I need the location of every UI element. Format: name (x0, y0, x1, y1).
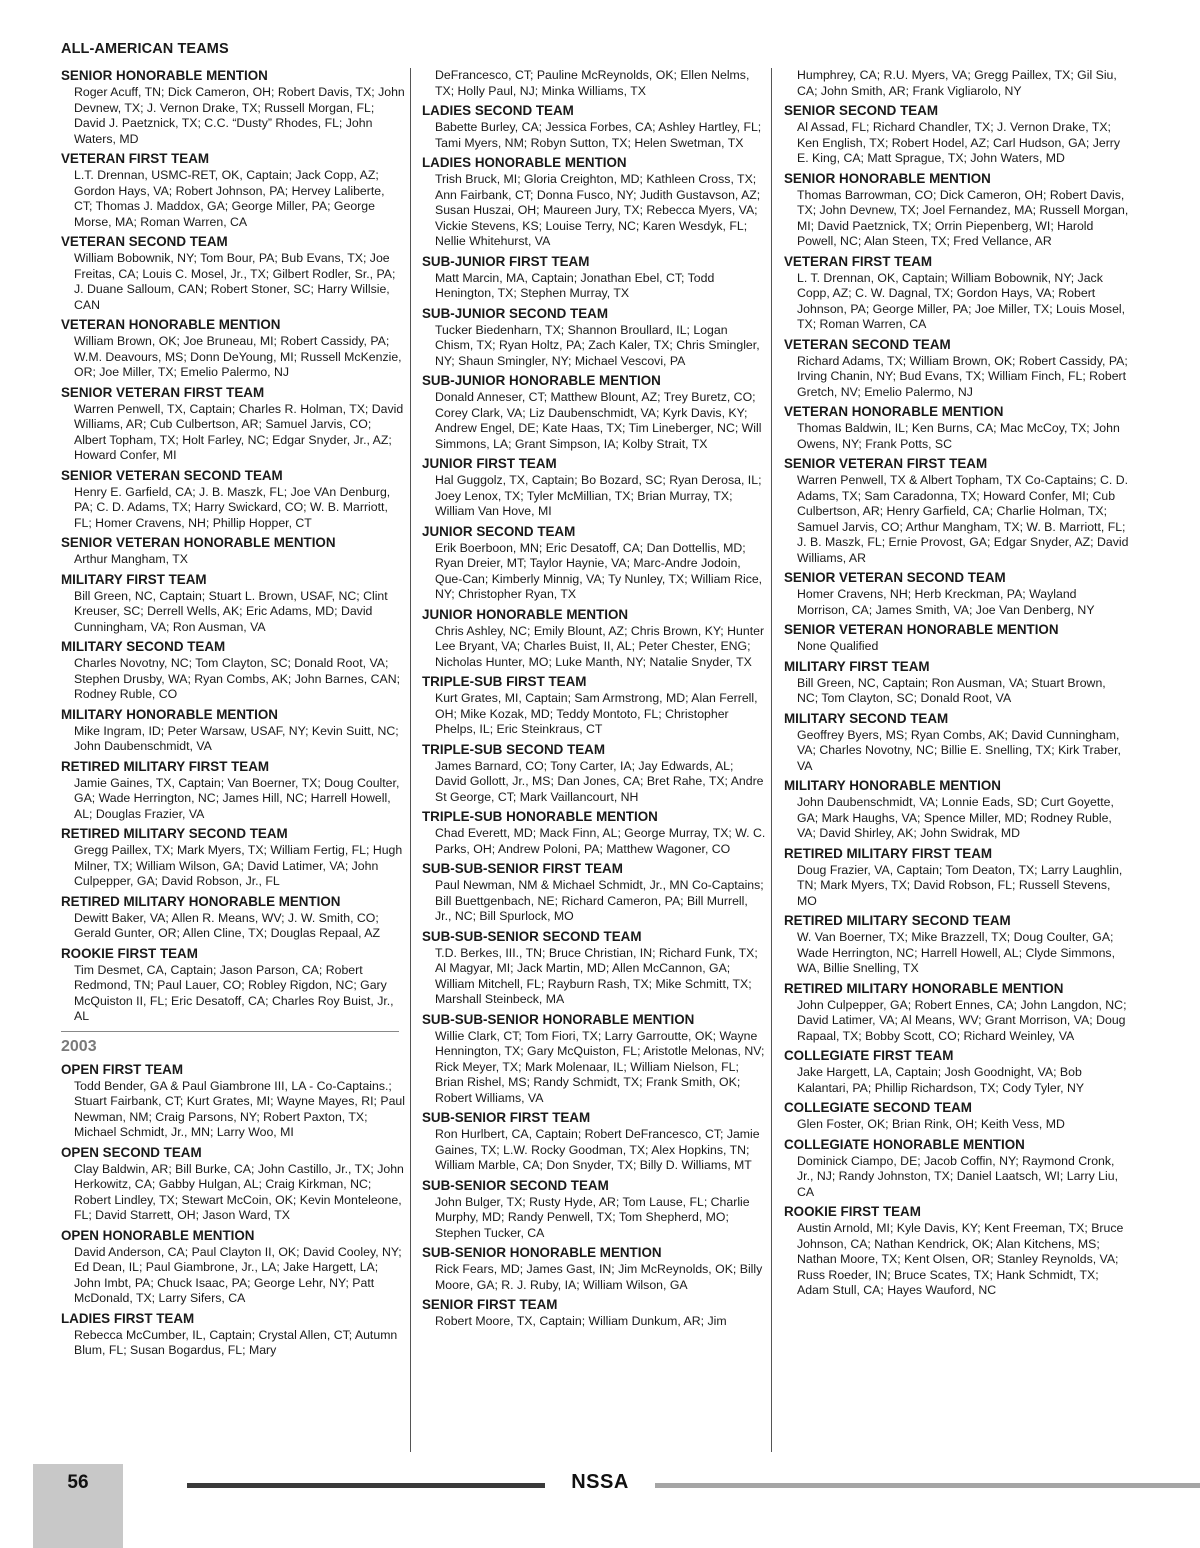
section-title: LADIES HONORABLE MENTION (422, 155, 627, 170)
section-title: RETIRED MILITARY HONORABLE MENTION (784, 980, 1064, 996)
section-members: Warren Penwell, TX & Albert Topham, TX Co-Captains; C. D. Adams, TX; Sam Caradonna, TX; Howard Confer, MI; Cub Culbertson, AR; Henry Garfield, CA; Charlie Holman, TX; Samuel Jarvis, CO; Arthur Mangham, TX; W. B. Marriott, FL; J. B. Maszk, FL; Ernie Provost, GA; Edgar Snyder, AZ; David Williams, AR (797, 473, 1129, 565)
team-section (61, 468, 406, 532)
team-section (784, 913, 1129, 977)
team-section (61, 68, 406, 147)
section-members: William Brown, OK; Joe Bruneau, MI; Robert Cassidy, PA; W.M. Deavours, MS; Donn DeYoung, MI; Russell McKenzie, OR; Joe Miller, TX; Emelio Palermo, NJ (74, 334, 402, 379)
section-title: COLLEGIATE FIRST TEAM (784, 1048, 954, 1063)
section-members: Willie Clark, CT; Tom Fiori, TX; Larry Garroutte, OK; Wayne Hennington, TX; Gary McQuiston, FL; Aristotle Melonas, NV; Rick Meyer, TX; Mark Molenaar, IL; William Nielson, FL; Brian Rishel, MS; Randy Schmidt, TX; Frank Smith, OK; Robert Williams, VA (435, 1028, 765, 1105)
page-number: 56 (67, 1472, 89, 1493)
page-footer (0, 1464, 1200, 1548)
section-members: John Bulger, TX; Rusty Hyde, AR; Tom Lause, FL; Charlie Murphy, MD; Randy Penwell, TX; Tom Shepherd, MO; Stephen Tucker, CA (435, 1194, 750, 1240)
section-title: VETERAN SECOND TEAM (784, 336, 951, 352)
section-members: John Daubenschmidt, VA; Lonnie Eads, SD; Curt Goyette, GA; Mark Haughs, VA; Spence Miller, MD; Rodney Ruble, VA; David Shirley, AK; John Swidrak, MD (797, 795, 1114, 840)
section-title: JUNIOR FIRST TEAM (422, 456, 557, 471)
section-members: Robert Moore, TX, Captain; William Dunkum, AR; Jim (435, 1314, 727, 1328)
team-section (61, 1228, 406, 1307)
section-members: L.T. Drennan, USMC-RET, OK, Captain; Jack Copp, AZ; Gordon Hays, VA; Robert Johnson, PA; Hervey Laliberte, CT; Thomas J. Maddox, GA; George Miller, PA; George Morse, MA; Roman Warren, CA (74, 168, 385, 229)
section-title: SUB-JUNIOR HONORABLE MENTION (422, 373, 661, 388)
section-members: L. T. Drennan, OK, Captain; William Bobownik, NY; Jack Copp, AZ; C. W. Dagnal, TX; Gordon Hays, VA; Robert Johnson, PA; George Miller, PA; Joe Miller, TX; Louis Mosel, TX; Roman Warren, CA (797, 270, 1126, 331)
team-section (784, 778, 1129, 842)
team-section (784, 171, 1129, 250)
section-title: OPEN HONORABLE MENTION (61, 1227, 255, 1243)
section-members: Babette Burley, CA; Jessica Forbes, CA; Ashley Hartley, FL; Tami Myers, NM; Robyn Sutton, TX; Helen Swetman, TX (435, 120, 762, 150)
section-members: Arthur Mangham, TX (74, 552, 188, 566)
team-section (784, 570, 1129, 618)
section-members: Thomas Barrowman, CO; Dick Cameron, OH; Robert Davis, TX; John Devnew, TX; Joel Fernandez, MA; Russell Morgan, MI; David Paetznick, TX; Orrin Piepenberg, WI; Harold Powell, NC; Alan Steen, TX; Fred Vellance, AR (797, 187, 1129, 248)
team-section (422, 1110, 767, 1174)
section-members: Clay Baldwin, AR; Bill Burke, CA; John Castillo, Jr., TX; John Herkowitz, CA; Gabby Hulgan, AL; Craig Kirkman, NC; Robert Lindley, TX; Stewart McCoin, OK; Kevin Monteleone, FL; David Starrett, OH; Jason Ward, TX (74, 1161, 404, 1222)
team-section (61, 639, 406, 703)
footer-rule (655, 1483, 1200, 1488)
page-title: ALL-AMERICAN TEAMS (61, 41, 229, 57)
team-section (784, 404, 1129, 452)
team-section (784, 1204, 1129, 1299)
team-section (422, 524, 767, 603)
section-title: RETIRED MILITARY SECOND TEAM (61, 826, 288, 841)
section-title: COLLEGIATE HONORABLE MENTION (784, 1136, 1025, 1152)
team-section (422, 1178, 767, 1242)
team-section (784, 103, 1129, 167)
section-members: Donald Anneser, CT; Matthew Blount, AZ; Trey Buretz, CO; Corey Clark, VA; Liz Daubenschmidt, VA; Kyrk Davis, KY; Andrew Engel, DE; Kate Haas, TX; Tim Lineberger, NC; Will Simmons, LA; Grant Simpson, IA; Kolby Strait, TX (435, 390, 762, 451)
section-title: MILITARY SECOND TEAM (61, 639, 226, 654)
section-title: SENIOR SECOND TEAM (784, 103, 939, 118)
team-section (61, 1311, 406, 1359)
section-members: Glen Foster, OK; Brian Rink, OH; Keith Vess, MD (797, 1117, 1065, 1131)
section-members: Tim Desmet, CA, Captain; Jason Parson, CA; Robert Redmond, TN; Paul Lauer, CO; Robley Rigdon, NC; Gary McQuiston II, FL; Eric Desatoff, CA; Charles Roy Buist, Jr., AL (74, 962, 394, 1023)
team-section (784, 68, 1129, 99)
section-title: SENIOR VETERAN FIRST TEAM (61, 384, 265, 400)
team-section (422, 373, 767, 452)
section-members: David Anderson, CA; Paul Clayton II, OK; David Cooley, NY; Ed Dean, IL; Paul Giambrone, Jr., LA; Jake Hargett, LA; John Imbt, PA; Chuck Isaac, PA; George Lehr, NY; Patt McDonald, TX; Larry Sifers, CA (74, 1244, 402, 1305)
section-members: Al Assad, FL; Richard Chandler, TX; J. Vernon Drake, TX; Ken English, TX; Robert Hodel, AZ; Carl Hudson, GA; Jerry E. King, CA; Matt Sprague, TX; John Waters, MD (797, 120, 1121, 165)
column-divider (410, 68, 411, 1452)
team-section (61, 317, 406, 381)
section-title: JUNIOR SECOND TEAM (422, 523, 576, 539)
section-members: Rebecca McCumber, IL, Captain; Crystal Allen, CT; Autumn Blum, FL; Susan Bogardus, FL; Mary (74, 1327, 398, 1357)
team-section (61, 759, 406, 823)
section-title: SENIOR VETERAN HONORABLE MENTION (61, 535, 336, 550)
team-section (422, 103, 767, 151)
team-section (61, 234, 406, 313)
team-section (422, 1245, 767, 1293)
team-section (422, 254, 767, 302)
team-section (784, 1048, 1129, 1096)
team-section (61, 151, 406, 230)
team-section (422, 861, 767, 925)
section-members: DeFrancesco, CT; Pauline McReynolds, OK; Ellen Nelms, TX; Holly Paul, NJ; Minka Williams, TX (435, 68, 750, 98)
section-title: SENIOR HONORABLE MENTION (61, 68, 268, 83)
section-title: SENIOR VETERAN HONORABLE MENTION (784, 622, 1059, 637)
section-title: ROOKIE FIRST TEAM (61, 945, 198, 961)
section-title: VETERAN FIRST TEAM (784, 253, 933, 269)
section-members: Homer Cravens, NH; Herb Kreckman, PA; Wayland Morrison, CA; James Smith, VA; Joe Van Denberg, NY (797, 587, 1095, 617)
team-section (61, 1062, 406, 1141)
section-members: Hal Guggolz, TX, Captain; Bo Bozard, SC; Ryan Derosa, IL; Joey Lenox, TX; Tyler McMillian, TX; Brian Murray, TX; William Van Hove, MI (435, 473, 762, 518)
section-members: Todd Bender, GA & Paul Giambrone III, LA - Co-Captains.; Stuart Fairbank, CT; Kurt Grates, MI; Wayne Mayes, RI; Paul Newman, NM; Craig Parsons, NY; Robert Paxton, TX; Michael Schmidt, Jr., MN; Larry Woo, MI (74, 1078, 405, 1139)
section-title: MILITARY HONORABLE MENTION (784, 778, 1001, 793)
section-title: SUB-SUB-SENIOR FIRST TEAM (422, 861, 623, 876)
column-1 (61, 68, 406, 1454)
section-title: SENIOR VETERAN FIRST TEAM (784, 456, 988, 471)
year-heading: 2003 (61, 1037, 97, 1055)
page-number-box (33, 1464, 123, 1548)
column-2 (422, 68, 767, 1454)
section-title: ROOKIE FIRST TEAM (784, 1204, 921, 1219)
section-members: Trish Bruck, MI; Gloria Creighton, MD; Kathleen Cross, TX; Ann Fairbank, CT; Donna Fusco, NY; Judith Gustavson, AZ; Susan Huszai, OH; Maureen Jury, TX; Rebecca Myers, VA; Vickie Stevens, KS; Louise Terry, NC; Karen Wesdyk, FL; Nellie Whitehurst, VA (435, 172, 761, 248)
section-members: Chris Ashley, NC; Emily Blount, AZ; Chris Brown, KY; Hunter Lee Bryant, VA; Charles Buist, II, AL; Peter Chester, ENG; Nicholas Hunter, MO; Luke Manth, NY; Natalie Snyder, TX (435, 623, 765, 669)
team-section (784, 1100, 1129, 1133)
section-title: RETIRED MILITARY FIRST TEAM (784, 845, 993, 861)
section-title: SENIOR FIRST TEAM (422, 1297, 558, 1312)
column-3 (784, 68, 1129, 1454)
section-members: Jamie Gaines, TX, Captain; Van Boerner, TX; Doug Coulter, GA; Wade Herrington, NC; James Hill, NC; Harrell Howell, AL; Douglas Frazier, VA (74, 775, 400, 821)
team-section (61, 385, 406, 464)
column-divider (771, 68, 772, 1452)
team-section (422, 607, 767, 671)
section-title: TRIPLE-SUB SECOND TEAM (422, 741, 606, 757)
team-section (784, 254, 1129, 333)
section-title: SUB-SENIOR HONORABLE MENTION (422, 1245, 662, 1260)
team-section (422, 68, 767, 99)
section-title: SENIOR HONORABLE MENTION (784, 170, 991, 186)
team-section (784, 711, 1129, 775)
section-title: RETIRED MILITARY SECOND TEAM (784, 913, 1011, 928)
section-members: Roger Acuff, TN; Dick Cameron, OH; Robert Davis, TX; John Devnew, TX; J. Vernon Drake, TX; Russell Morgan, FL; David J. Paetznick, TX; C.C. “Dusty” Rhodes, FL; John Waters, MD (74, 85, 405, 146)
team-section (422, 1012, 767, 1107)
section-members: Tucker Biedenharn, TX; Shannon Broullard, IL; Logan Chism, TX; Ryan Holtz, PA; Zach Kaler, TX; Chris Smingler, NY; Shaun Smingler, NY; Michael Vescovi, PA (435, 322, 760, 368)
section-title: LADIES FIRST TEAM (61, 1310, 195, 1326)
team-section (784, 981, 1129, 1045)
section-members: Gregg Paillex, TX; Mark Myers, TX; William Fertig, FL; Hugh Milner, TX; William Wilson, GA; David Latimer, VA; John Culpepper, GA; David Robson, Jr., FL (74, 843, 403, 888)
section-title: SUB-SUB-SENIOR HONORABLE MENTION (422, 1011, 695, 1027)
section-title: VETERAN HONORABLE MENTION (784, 404, 1004, 419)
section-title: SUB-SENIOR FIRST TEAM (422, 1110, 591, 1125)
section-title: RETIRED MILITARY HONORABLE MENTION (61, 893, 341, 909)
team-section (61, 894, 406, 942)
section-members: Dominick Ciampo, DE; Jacob Coffin, NY; Raymond Cronk, Jr., NJ; Randy Johnston, TX; Daniel Laatsch, WI; Larry Liu, CA (797, 1153, 1118, 1199)
section-members: T.D. Berkes, III., TN; Bruce Christian, IN; Richard Funk, TX; Al Magyar, MI; Jack Martin, MD; Allen McCannon, GA; William Mitchell, FL; Rayburn Rash, TX; Mike Schmitt, TX; Marshall Steinbeck, MA (435, 945, 758, 1006)
section-title: SUB-JUNIOR FIRST TEAM (422, 253, 590, 269)
section-title: MILITARY HONORABLE MENTION (61, 706, 278, 722)
section-members: Paul Newman, NM & Michael Schmidt, Jr., MN Co-Captains; Bill Buettgenbach, NE; Richard Cameron, PA; Bill Murrell, Jr., NC; Bill Spurlock, MO (435, 878, 764, 923)
team-section (61, 535, 406, 568)
section-members: Matt Marcin, MA, Captain; Jonathan Ebel, CT; Todd Henington, TX; Stephen Murray, TX (435, 270, 715, 300)
section-title: LADIES SECOND TEAM (422, 103, 574, 118)
team-section (422, 674, 767, 738)
section-members: John Culpepper, GA; Robert Ennes, CA; John Langdon, NC; David Latimer, VA; Al Means, WV; Grant Morrison, VA; Doug Rapaal, TX; Bobby Scott, CO; Richard Weinley, VA (797, 997, 1127, 1043)
section-members: Henry E. Garfield, CA; J. B. Maszk, FL; Joe VAn Denburg, PA; C. D. Adams, TX; Harry Swickard, CO; W. B. Marriott, FL; Homer Cravens, NH; Phillip Hopper, CT (74, 484, 391, 530)
team-section (61, 826, 406, 890)
footer-logo-text: NSSA (571, 1471, 629, 1493)
section-title: VETERAN HONORABLE MENTION (61, 317, 281, 332)
section-members: Doug Frazier, VA, Captain; Tom Deaton, TX; Larry Laughlin, TN; Mark Myers, TX; David Robson, FL; Russell Stevens, MO (797, 862, 1123, 908)
section-title: MILITARY FIRST TEAM (61, 571, 207, 587)
team-section (784, 622, 1129, 655)
team-section (61, 1145, 406, 1224)
section-members: None Qualified (797, 639, 879, 653)
team-section (784, 846, 1129, 910)
section-members: Jake Hargett, LA, Captain; Josh Goodnight, VA; Bob Kalantari, PA; Phillip Richardson, TX; Cody Tyler, NY (797, 1065, 1085, 1095)
section-members: Chad Everett, MD; Mack Finn, AL; George Murray, TX; W. C. Parks, OH; Andrew Poloni, PA; Matthew Wagoner, CO (435, 826, 766, 856)
section-members: Erik Boerboon, MN; Eric Desatoff, CA; Dan Dottellis, MD; Ryan Dreier, MT; Taylor Haynie, VA; Marc-Andre Jodoin, Que-Can; Kimberly Minnig, VA; Ty Nunley, TX; William Rice, NY; Christopher Ryan, TX (435, 540, 763, 601)
section-members: Thomas Baldwin, IL; Ken Burns, CA; Mac McCoy, TX; John Owens, NY; Frank Potts, SC (797, 421, 1120, 451)
team-section (422, 809, 767, 857)
section-title: MILITARY FIRST TEAM (784, 658, 930, 674)
team-section (61, 572, 406, 636)
section-members: Richard Adams, TX; William Brown, OK; Robert Cassidy, PA; Irving Chanin, NY; Bud Evans, TX; William Finch, FL; Robert Gretch, NV; Emelio Palermo, NJ (797, 353, 1128, 399)
section-members: Humphrey, CA; R.U. Myers, VA; Gregg Paillex, TX; Gil Siu, CA; John Smith, AR; Frank Vigliarolo, NY (797, 68, 1117, 98)
section-title: OPEN FIRST TEAM (61, 1061, 184, 1077)
section-members: Austin Arnold, MI; Kyle Davis, KY; Kent Freeman, TX; Bruce Johnson, CA; Nathan Kendrick, OK; Alan Kitchens, MS; Nathan Moore, TX; Kent Olsen, OR; Stanley Reynolds, VA; Russ Roeder, IN; Bruce Scates, TX; Hank Schmidt, TX; Adam Stull, CA; Hayes Wauford, NC (797, 1221, 1124, 1297)
team-columns (61, 68, 1139, 1454)
team-section (422, 742, 767, 806)
section-members: Bill Green, NC, Captain; Stuart L. Brown, USAF, NC; Clint Kreuser, SC; Derrell Wells, AK; Eric Adams, MD; David Cunningham, VA; Ron Ausman, VA (74, 588, 388, 634)
section-members: Kurt Grates, MI, Captain; Sam Armstrong, MD; Alan Ferrell, OH; Mike Kozak, MD; Teddy Montoto, FL; Christopher Phelps, IL; Eric Steinkraus, CT (435, 691, 758, 736)
section-title: SUB-SUB-SENIOR SECOND TEAM (422, 928, 642, 944)
section-members: Rick Fears, MD; James Gast, IN; Jim McReynolds, OK; Billy Moore, GA; R. J. Ruby, IA; William Wilson, GA (435, 1262, 763, 1292)
team-section (422, 1297, 767, 1330)
section-title: TRIPLE-SUB HONORABLE MENTION (422, 809, 658, 824)
section-title: RETIRED MILITARY FIRST TEAM (61, 758, 270, 774)
section-title: OPEN SECOND TEAM (61, 1144, 202, 1160)
team-section (422, 306, 767, 370)
footer-rule (187, 1483, 545, 1488)
team-section (422, 929, 767, 1008)
team-section (784, 337, 1129, 401)
section-members: Dewitt Baker, VA; Allen R. Means, WV; J. W. Smith, CO; Gerald Gunter, OR; Allen Cline, TX; Douglas Repaal, AZ (74, 910, 380, 940)
section-title: TRIPLE-SUB FIRST TEAM (422, 674, 587, 689)
section-title: SUB-SENIOR SECOND TEAM (422, 1177, 609, 1193)
section-members: James Barnard, CO; Tony Carter, IA; Jay Edwards, AL; David Gollott, Jr., MS; Dan Jones, CA; Bret Rahe, TX; Andre St George, CT; Mark Vaillancourt, NH (435, 758, 764, 804)
team-section (784, 1137, 1129, 1201)
team-section (422, 456, 767, 520)
section-title: JUNIOR HONORABLE MENTION (422, 606, 629, 622)
section-members: William Bobownik, NY; Tom Bour, PA; Bub Evans, TX; Joe Freitas, CA; Louis C. Mosel, Jr., TX; Gilbert Rodler, Sr., PA; J. Duane Salloum, CAN; Robert Stoner, SC; Harry Willsie, CAN (74, 251, 396, 312)
section-title: MILITARY SECOND TEAM (784, 710, 949, 726)
team-section (784, 659, 1129, 707)
team-section (422, 155, 767, 250)
section-title: VETERAN SECOND TEAM (61, 234, 228, 249)
year-divider (61, 1031, 399, 1032)
section-members: Ron Hurlbert, CA, Captain; Robert DeFrancesco, CT; Jamie Gaines, TX; L.W. Rocky Goodman, TX; Alex Hopkins, TN; William Marble, CA; Don Snyder, TX; Billy D. Williams, MT (435, 1127, 760, 1172)
section-members: Bill Green, NC, Captain; Ron Ausman, VA; Stuart Brown, NC; Tom Clayton, SC; Donald Root, VA (797, 675, 1106, 705)
section-title: VETERAN FIRST TEAM (61, 151, 210, 166)
section-members: Charles Novotny, NC; Tom Clayton, SC; Donald Root, VA; Stephen Drusby, WA; Ryan Combs, AK; John Barnes, CAN; Rodney Ruble, CO (74, 656, 401, 701)
section-members: Mike Ingram, ID; Peter Warsaw, USAF, NY; Kevin Suitt, NC; John Daubenschmidt, VA (74, 723, 399, 753)
section-members: Warren Penwell, TX, Captain; Charles R. Holman, TX; David Williams, AR; Cub Culbertson, AR; Samuel Jarvis, CO; Albert Topham, TX; Holt Farley, NC; Edgar Snyder, Jr., AZ; Howard Confer, MI (74, 401, 404, 462)
section-title: COLLEGIATE SECOND TEAM (784, 1100, 972, 1115)
section-title: SUB-JUNIOR SECOND TEAM (422, 305, 608, 321)
section-title: SENIOR VETERAN SECOND TEAM (784, 570, 1006, 585)
team-section (61, 707, 406, 755)
team-section (784, 456, 1129, 566)
section-members: Geoffrey Byers, MS; Ryan Combs, AK; David Cunningham, VA; Charles Novotny, NC; Billie E. Snelling, TX; Kirk Traber, VA (797, 727, 1121, 773)
section-title: SENIOR VETERAN SECOND TEAM (61, 467, 283, 483)
section-members: W. Van Boerner, TX; Mike Brazzell, TX; Doug Coulter, GA; Wade Herrington, NC; Harrell Howell, AL; Clyde Simmons, WA, Billie Snelling, TX (797, 930, 1116, 975)
team-section (61, 946, 406, 1025)
